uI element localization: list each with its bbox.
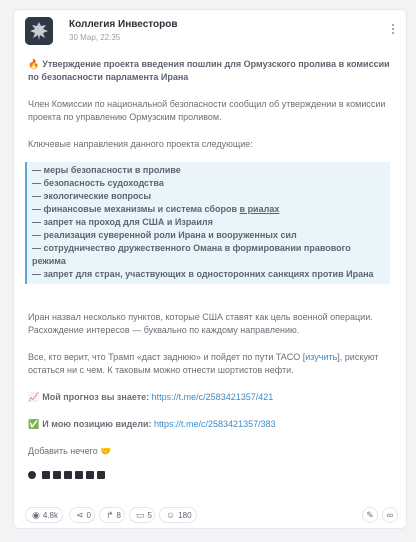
black-square-icon bbox=[64, 471, 72, 479]
black-square-icon bbox=[97, 471, 105, 479]
paragraph-3: Иран назвал несколько пунктов, которые США ставят как цель военной операции. Расхождение интересов — буквально по каждому направлению. bbox=[28, 312, 373, 335]
eagle-logo-icon bbox=[25, 17, 53, 45]
quote-item: — безопасность судоходства bbox=[32, 178, 164, 188]
paragraph-4 bbox=[28, 351, 396, 377]
black-circle-icon bbox=[28, 471, 36, 479]
post-card bbox=[13, 9, 407, 529]
quote-item: — сотрудничество дружественного Омана в формировании правового режима bbox=[32, 243, 351, 266]
decorative-squares bbox=[28, 471, 396, 479]
black-square-icon bbox=[42, 471, 50, 479]
paragraph-4-text: Все, кто верит, что Трамп «даст заднюю» и пойдет по пути TACO [ bbox=[28, 352, 306, 362]
copy-link-button[interactable] bbox=[382, 507, 398, 523]
comments-stat[interactable] bbox=[129, 507, 155, 523]
post-body bbox=[28, 58, 396, 479]
quote-item: — экологические вопросы bbox=[32, 191, 152, 201]
views-stat[interactable] bbox=[25, 507, 63, 523]
forecast-label: Мой прогноз вы знаете: bbox=[42, 392, 152, 402]
position-link[interactable]: https://t.me/c/2583421357/383 bbox=[154, 419, 276, 429]
quote-item: — меры безопасности в проливе bbox=[32, 165, 181, 175]
quote-item: — реализация суверенной роли Ирана и вооруженных сил bbox=[32, 230, 297, 240]
paragraph-4-text-end: ], рискуют остаться ни с чем. К таковым можно отнести шортистов нефти. bbox=[28, 352, 379, 375]
study-link[interactable]: изучить bbox=[305, 352, 338, 362]
check-mark-icon: ✅ bbox=[28, 419, 40, 429]
post-footer bbox=[25, 507, 398, 525]
position-label: И мою позицию видели: bbox=[42, 419, 155, 429]
reaction-icon: ☺ bbox=[166, 510, 176, 520]
quote-item-text: — финансовые механизмы и система сборов bbox=[32, 204, 240, 214]
paragraph-1: Член Комиссии по национальной безопасности сообщил об утверждении в комиссии проекта по управлению Ормузским проливом. bbox=[28, 99, 386, 122]
black-square-icon bbox=[53, 471, 61, 479]
forward-icon: ↱ bbox=[106, 509, 114, 520]
more-options-icon[interactable] bbox=[388, 22, 398, 36]
black-square-icon bbox=[86, 471, 94, 479]
post-title bbox=[28, 58, 396, 84]
edit-button[interactable] bbox=[362, 507, 378, 523]
channel-avatar[interactable] bbox=[25, 17, 53, 45]
chart-up-icon: 📈 bbox=[28, 392, 40, 402]
post-header bbox=[25, 17, 398, 49]
pencil-icon: ✎ bbox=[366, 509, 374, 520]
black-square-icon bbox=[75, 471, 83, 479]
position-line bbox=[28, 418, 396, 431]
closing-line bbox=[28, 445, 396, 458]
views-count: 4.8k bbox=[42, 510, 58, 520]
shares-count: 0 bbox=[86, 510, 91, 520]
quote-item: — запрет на проход для США и Израиля bbox=[32, 217, 213, 227]
link-icon: ∞ bbox=[386, 510, 394, 520]
post-date: 30 Мар, 22:35 bbox=[69, 33, 121, 42]
forecast-link[interactable]: https://t.me/c/2583421357/421 bbox=[151, 392, 274, 402]
handshake-icon: 🤝 bbox=[100, 446, 112, 456]
quote-item: — запрет для стран, участвующих в односторонних санкциях против Ирана bbox=[32, 269, 374, 279]
reactions-count: 180 bbox=[178, 510, 192, 520]
shares-stat[interactable] bbox=[69, 507, 95, 523]
rials-link[interactable]: в риалах bbox=[239, 204, 280, 214]
comments-count: 5 bbox=[147, 510, 152, 520]
forwards-stat[interactable] bbox=[99, 507, 125, 523]
forecast-line bbox=[28, 391, 396, 404]
comment-icon: ▭ bbox=[136, 509, 145, 520]
reactions-stat[interactable] bbox=[159, 507, 197, 523]
eye-icon: ◉ bbox=[32, 509, 40, 520]
post-title-text: Утверждение проекта введения пошлин для Ормузского пролива в комиссии по безопасности парламента Ирана bbox=[28, 59, 390, 82]
share-icon: ⋖ bbox=[76, 509, 84, 520]
quote-item bbox=[32, 203, 386, 216]
quote-block bbox=[25, 162, 390, 284]
closing-text: Добавить нечего bbox=[28, 446, 101, 456]
fire-icon: 🔥 bbox=[28, 59, 40, 69]
channel-name[interactable]: Коллегия Инвесторов bbox=[69, 19, 178, 30]
paragraph-2: Ключевые направления данного проекта следующие: bbox=[28, 139, 253, 149]
forwards-count: 8 bbox=[116, 510, 121, 520]
